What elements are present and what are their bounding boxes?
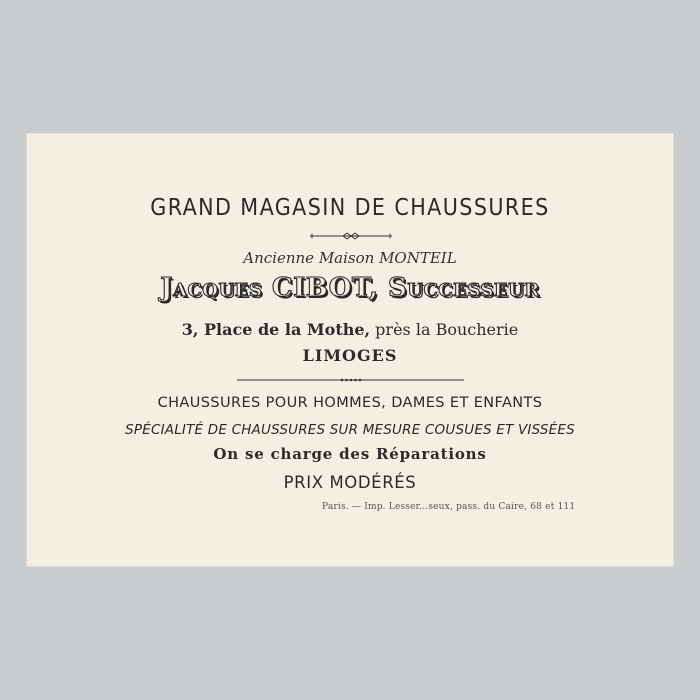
- city-name: LIMOGES: [302, 346, 398, 365]
- dotted-divider-icon: [237, 377, 464, 383]
- speciality-line: SPÉCIALITÉ DE CHAUSSURES SUR MESURE COUSUES ET VISSÉES: [125, 422, 575, 438]
- address-line: [26, 320, 674, 339]
- ornament-divider-icon: [310, 232, 392, 240]
- card-heading: GRAND MAGASIN DE CHAUSSURES: [150, 195, 550, 221]
- repairs-line: On se charge des Réparations: [213, 445, 487, 463]
- proprietor-name: Jacques CIBOT, Successeur: [160, 273, 540, 303]
- prices-line: PRIX MODÉRÉS: [283, 473, 417, 492]
- trade-card: [26, 133, 674, 567]
- address-detail: près la Boucherie: [370, 320, 519, 339]
- former-house-line: Ancienne Maison MONTEIL: [243, 249, 457, 267]
- offer-line: CHAUSSURES POUR HOMMES, DAMES ET ENFANTS: [157, 395, 543, 411]
- printer-imprint: Paris. — Imp. Lesser...seux, pass. du Caire, 68 et 111: [322, 502, 576, 512]
- address-street: 3, Place de la Mothe,: [181, 320, 371, 339]
